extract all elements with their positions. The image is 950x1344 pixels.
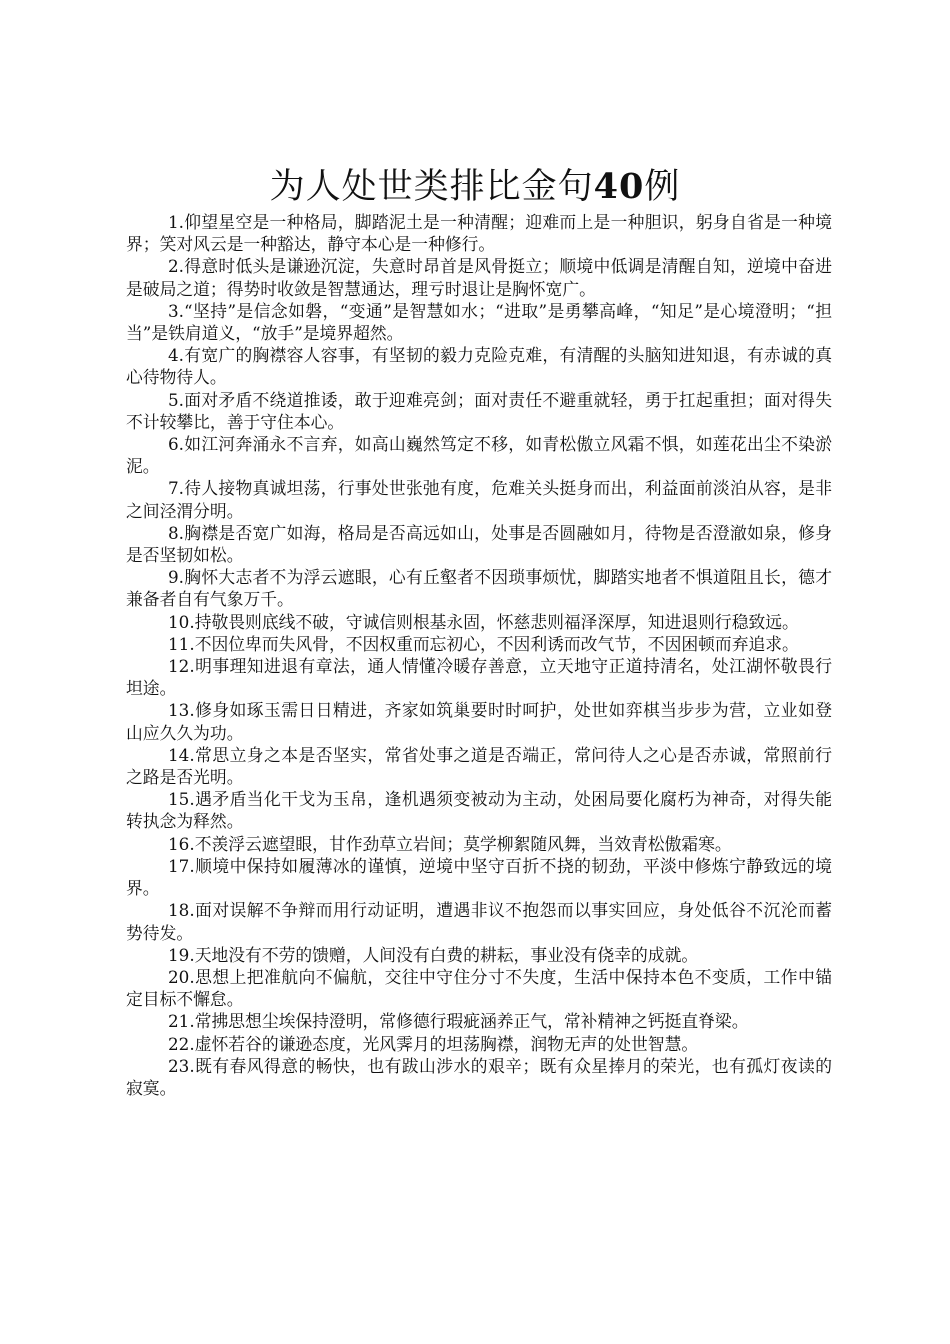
quote-item-3: 3.“坚持”是信念如磐，“变通”是智慧如水；“进取”是勇攀高峰，“知足”是心境澄明；“担当”是铁肩道义，“放手”是境界超然。 (126, 300, 832, 344)
quote-item-21: 21.常拂思想尘埃保持澄明，常修德行瑕疵涵养正气，常补精神之钙挺直脊梁。 (168, 1011, 749, 1032)
title-suffix: 例 (644, 167, 681, 207)
quote-item-18: 18.面对误解不争辩而用行动证明，遭遇非议不抱怨而以事实回应，身处低谷不沉沦而蓄势待发。 (126, 900, 832, 943)
quote-item-1: 1.仰望星空是一种格局，脚踏泥土是一种清醒；迎难而上是一种胆识，躬身自省是一种境界；笑对风云是一种豁达，静守本心是一种修行。 (126, 212, 832, 255)
quote-item-9: 9.胸怀大志者不为浮云遮眼，心有丘壑者不因琐事烦忧，脚踏实地者不惧道阻且长，德才兼备者自有气象万千。 (126, 567, 832, 610)
quote-item-17: 17.顺境中保持如履薄冰的谨慎，逆境中坚守百折不挠的韧劲，平淡中修炼宁静致远的境界。 (126, 855, 832, 899)
quote-item-2: 2.得意时低头是谦逊沉淀，失意时昂首是风骨挺立；顺境中低调是清醒自知，逆境中奋进是破局之道；得势时收敛是智慧通达，理亏时退让是胸怀宽广。 (126, 256, 832, 299)
quote-item-11: 11.不因位卑而失风骨，不因权重而忘初心，不因利诱而改气节，不因困顿而弃追求。 (168, 633, 799, 654)
quote-item-5: 5.面对矛盾不绕道推诿，敢于迎难亮剑；面对责任不避重就轻，勇于扛起重担；面对得失不计较攀比，善于守住本心。 (126, 389, 832, 432)
quote-list (126, 211, 832, 1099)
quote-item-12: 12.明事理知进退有章法，通人情懂冷暖存善意，立天地守正道持清名，处江湖怀敬畏行坦途。 (126, 656, 832, 699)
quote-item-16: 16.不羡浮云遮望眼，甘作劲草立岩间；莫学柳絮随风舞，当效青松傲霜寒。 (168, 833, 732, 854)
title-text: 为人处世类排比金句 (269, 167, 594, 207)
quote-item-10: 10.持敬畏则底线不破，守诚信则根基永固，怀慈悲则福泽深厚，知进退则行稳致远。 (168, 611, 799, 632)
quote-item-6: 6.如江河奔涌永不言弃，如高山巍然笃定不移，如青松傲立风霜不惧，如莲花出尘不染淤泥。 (126, 434, 832, 477)
quote-item-20: 20.思想上把准航向不偏航，交往中守住分寸不失度，生活中保持本色不变质，工作中锚定目标不懈怠。 (126, 966, 832, 1010)
quote-item-23: 23.既有春风得意的畅快，也有跋山涉水的艰辛；既有众星捧月的荣光，也有孤灯夜读的寂寞。 (126, 1055, 832, 1098)
quote-item-8: 8.胸襟是否宽广如海，格局是否高远如山，处事是否圆融如月，待物是否澄澈如泉，修身是否坚韧如松。 (126, 522, 832, 566)
quote-item-7: 7.待人接物真诚坦荡，行事处世张弛有度，危难关头挺身而出，利益面前淡泊从容，是非之间泾渭分明。 (126, 478, 832, 521)
page-title (0, 163, 950, 211)
quote-item-19: 19.天地没有不劳的馈赠，人间没有白费的耕耘，事业没有侥幸的成就。 (168, 944, 699, 965)
quote-item-4: 4.有宽广的胸襟容人容事，有坚韧的毅力克险克难，有清醒的头脑知进知退，有赤诚的真心待物待人。 (126, 345, 832, 388)
quote-item-22: 22.虚怀若谷的谦逊态度，光风霁月的坦荡胸襟，润物无声的处世智慧。 (168, 1033, 699, 1054)
quote-item-13: 13.修身如琢玉需日日精进，齐家如筑巢要时时呵护，处世如弈棋当步步为营，立业如登山应久久为功。 (126, 700, 832, 743)
title-number: 40 (593, 166, 645, 207)
quote-item-15: 15.遇矛盾当化干戈为玉帛，逢机遇须变被动为主动，处困局要化腐朽为神奇，对得失能转执念为释然。 (126, 789, 832, 832)
quote-item-14: 14.常思立身之本是否坚实，常省处事之道是否端正，常问待人之心是否赤诚，常照前行之路是否光明。 (126, 744, 832, 788)
